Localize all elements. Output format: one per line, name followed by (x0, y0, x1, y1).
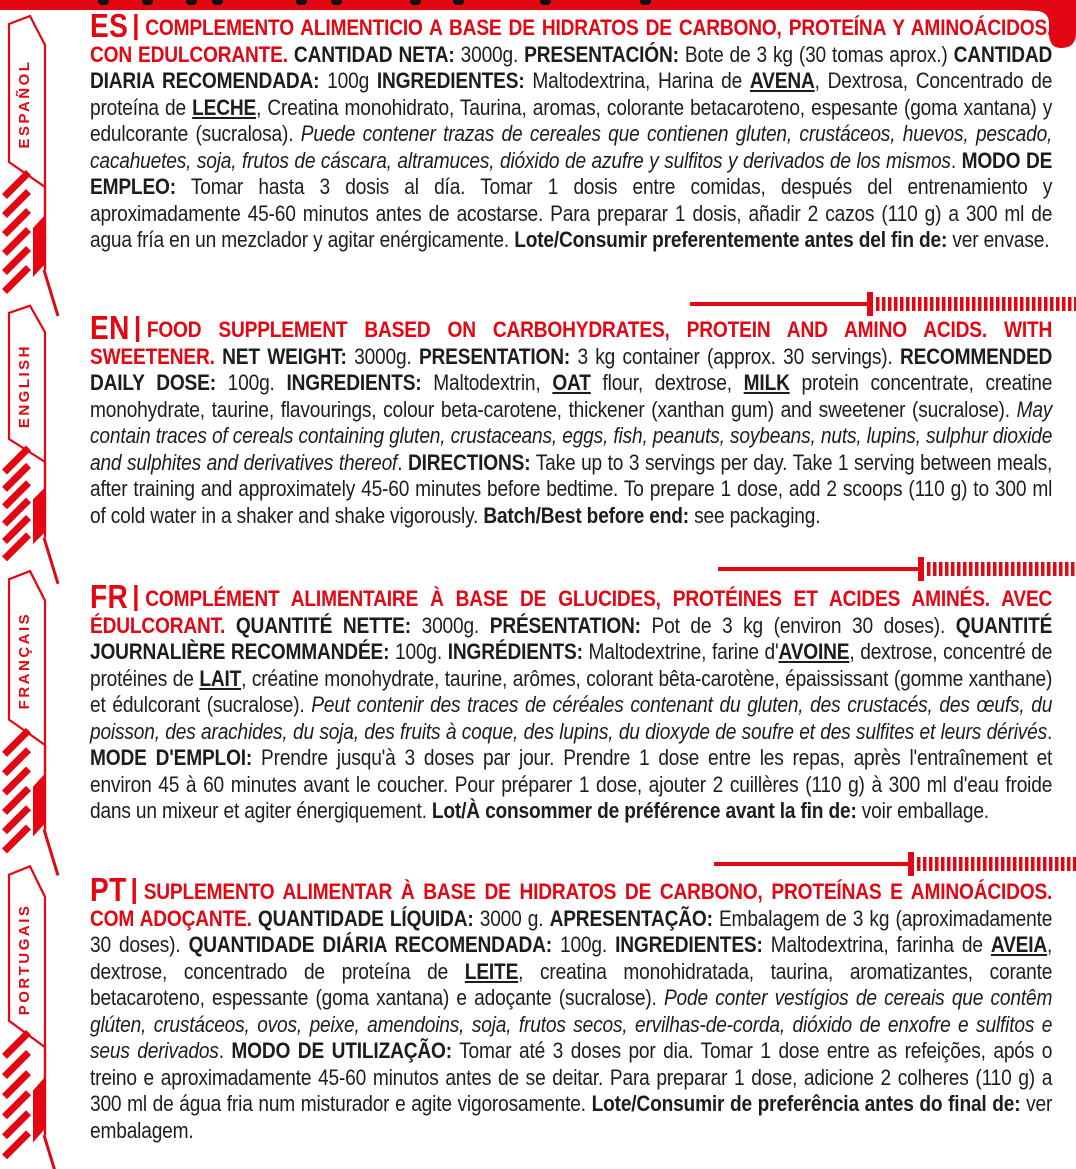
text-run-normal: . (950, 147, 962, 173)
text-run-title: COMPLÉMENT ALIMENTAIRE À BASE DE GLUCIDES, PROTÉINES ET ACIDES AMINÉS. AVEC ÉDULCORANT. (90, 586, 1053, 638)
text-run-label: APRESENTAÇÃO: (549, 905, 713, 931)
text-run-normal: . (218, 1038, 232, 1063)
section-text (90, 7, 1053, 254)
text-run-label: Lote/Consumir de preferência antes do final de: (591, 1091, 1021, 1116)
text-run-normal: ver embalagem. (90, 1091, 1053, 1143)
divider-comb-icon (917, 857, 1076, 871)
code-separator-bar (134, 585, 137, 611)
text-run-label: MODO DE UTILIZAÇÃO: (231, 1038, 452, 1063)
text-run-label: INGREDIENTS: (286, 370, 422, 395)
code-separator-bar (136, 316, 139, 342)
divider-cap (918, 557, 924, 581)
section-text (90, 567, 1052, 825)
text-run-allergen: OAT (552, 370, 591, 395)
text-run-label: NET WEIGHT: (222, 343, 347, 369)
text-run-normal: Maltodextrina, Harina de (524, 68, 750, 93)
text-run-italic: May contain traces of cereals containing gluten, crustaceans, eggs, fish, peanuts, soybeans, nuts, lupins, sulphur dioxide and sulphites and derivatives thereof (90, 396, 1053, 475)
rail-language-label: ESPAÑOL (16, 59, 33, 149)
text-run-label: QUANTITÉ JOURNALIÈRE RECOMMANDÉE: (90, 612, 1053, 664)
divider-line (718, 567, 918, 571)
text-run-normal: . (397, 449, 408, 475)
text-run-italic: Peut contenir des traces de céréales contenant du gluten, des crustacés, des œufs, du poisson, des arachides, du soja, des fruits à coque, des lupins, du dioxyde de soufre et des sulfites et leurs dérivés (90, 692, 1053, 744)
text-run-italic: Pode conter vestígios de cereais que contêm glúten, crustáceos, ovos, peixe, amendoins, soja, frutos secos, ervilhas-de-corda, dióxido de enxofre e sulfitos e seus derivados (90, 985, 1053, 1063)
lang-code-en: EN (90, 309, 130, 346)
divider-line (690, 302, 867, 306)
text-run-normal: 3000g. (346, 343, 419, 369)
text-run-allergen: LECHE (192, 94, 257, 120)
section-pt (0, 862, 1076, 1169)
text-run-label: RECOMMENDED DAILY DOSE: (90, 343, 1053, 395)
text-run-normal: 100g. (551, 932, 616, 957)
divider-comb-icon (876, 297, 1076, 311)
text-run-normal: , dextrose, concentrado de proteína de (90, 932, 1053, 984)
text-run-normal: flour, dextrose, (590, 370, 744, 395)
text-run-normal: Maltodextrine, farine d' (582, 639, 779, 664)
text-run-normal: 100g. (215, 370, 287, 395)
text-run-normal: Embalagem de 3 kg (aproximadamente 30 doses). (90, 905, 1053, 957)
text-run-allergen: MILK (743, 370, 790, 395)
text-run-normal: 3 kg container (approx. 30 servings). (570, 343, 900, 369)
section-divider (0, 555, 1076, 583)
text-run-normal: Maltodextrin, (421, 370, 553, 395)
text-run-label: Batch/Best before end: (483, 502, 689, 528)
text-run-normal: Prendre jusqu'à 3 doses par jour. Prendre 1 dose entre les repas, après l'entraînement et environ 45 à 60 minutes avant le coucher. Pour préparer 1 dose, ajouter 2 cuillères (110 g) à 300 ml d'eau froide dans un mixeur et agiter énergiquement. (90, 745, 1053, 823)
text-run-label: INGREDIENTES: (615, 932, 763, 957)
text-run-normal: , Creatina monohidrato, Taurina, aromas, colorante betacaroteno, espesante (goma xantana) y edulcorante (sucralosa). (90, 94, 1053, 146)
lang-code-fr: FR (90, 578, 129, 615)
section-text (90, 302, 1052, 529)
text-run-label: PRÉSENTATION: (489, 612, 641, 638)
divider-comb-icon (927, 562, 1076, 576)
text-run-normal: Tomar até 3 doses por dia. Tomar 1 dose entre as refeições, após o treino e aproximadamente 45-60 minutos antes de se deitar. Para preparar 1 dose, adicione 2 colheres (110 g) a 300 ml de água fria num misturador e agite vigorosamente. (90, 1038, 1053, 1116)
text-run-label: DIRECTIONS: (407, 449, 531, 475)
text-run-normal: ver envase. (947, 227, 1050, 252)
text-run-title: COMPLEMENTO ALIMENTICIO A BASE DE HIDRATOS DE CARBONO, PROTEÍNA Y AMINOÁCIDOS. CON EDULCORANTE. (90, 15, 1053, 67)
text-run-allergen: AVENA (749, 68, 815, 93)
language-rail-fr (0, 567, 66, 862)
text-run-normal: 100g. (389, 639, 448, 664)
text-run-label: INGRÉDIENTS: (447, 639, 583, 664)
text-run-label: QUANTITÉ NETTE: (235, 612, 411, 638)
rail-language-label: FRANÇAIS (16, 611, 33, 710)
text-run-label: PRESENTACIÓN: (524, 41, 679, 67)
text-run-allergen: AVOINE (778, 639, 850, 664)
text-run-label: PRESENTATION: (418, 343, 571, 369)
text-run-normal: protein concentrate, creatine monohydrate, taurine, flavourings, colour beta-carotene, thickener (xanthan gum) and sweetener (sucralose). (90, 370, 1053, 422)
text-run-normal: Maltodextrina, farinha de (762, 932, 991, 957)
section-es (0, 7, 1076, 302)
divider-cap (908, 852, 914, 876)
text-run-normal: voir emballage. (856, 798, 989, 823)
text-run-normal: Tomar hasta 3 dosis al día. Tomar 1 dosis entre comidas, después del entrenamiento y aproximadamente 45-60 minutos antes de acostarse. Para preparar 1 dosis, añadir 2 cazos (110 g) a 300 ml de agua fría en un mezclador y agitar enérgicamente. (90, 174, 1053, 252)
divider-cap (867, 292, 873, 316)
text-run-normal: Take up to 3 servings per day. Take 1 serving between meals, after training and approximately 45-60 minutes before bedtime. To prepare 1 dose, add 2 scoops (110 g) to 300 ml of cold water in a shaker and shake vigorously. (90, 449, 1053, 528)
text-run-normal: 3000g. (454, 41, 525, 67)
lang-code-es: ES (90, 7, 129, 44)
text-run-title: FOOD SUPPLEMENT BASED ON CARBOHYDRATES, PROTEIN AND AMINO ACIDS. WITH SWEETENER. (90, 317, 1053, 369)
text-run-normal: Bote de 3 kg (30 tomas aprox.) (678, 41, 954, 67)
text-run-normal: 100g (319, 68, 377, 93)
text-run-label: QUANTIDADE LÍQUIDA: (257, 905, 474, 931)
language-rail-es (0, 12, 66, 302)
text-run-normal: 3000 g. (473, 905, 550, 931)
text-run-normal: 3000g. (410, 612, 490, 638)
divider-line (714, 862, 908, 866)
text-run-normal: , créatine monohydrate, taurine, arômes, colorant bêta-carotène, épaississant (gomme xanthane) et édulcorant (sucralose). (90, 665, 1053, 717)
code-separator-bar (133, 878, 136, 904)
text-run-normal: , creatina monohidratada, taurina, aromatizantes, corante betacaroteno, espessante (goma xantana) e adoçante (sucralose). (90, 958, 1053, 1010)
section-divider (0, 850, 1076, 878)
section-divider (0, 290, 1076, 318)
text-run-label: CANTIDAD NETA: (293, 41, 455, 67)
text-run-normal: Pot de 3 kg (environ 30 doses). (640, 612, 956, 638)
text-run-label: MODE D'EMPLOI: (90, 745, 253, 770)
text-run-allergen: LAIT (199, 665, 242, 691)
section-fr (0, 567, 1076, 862)
text-run-allergen: LEITE (464, 958, 519, 984)
language-rail-en (0, 302, 66, 567)
lang-code-pt: PT (90, 871, 127, 908)
text-run-allergen: AVEIA (990, 932, 1048, 957)
language-rail-pt (0, 862, 66, 1169)
text-run-label: QUANTIDADE DIÁRIA RECOMENDADA: (188, 932, 552, 957)
text-run-label: Lote/Consumir preferentemente antes del fin de: (514, 227, 948, 252)
top-trim-bar (0, 0, 1076, 10)
text-run-label: INGREDIENTES: (376, 68, 525, 93)
text-run-label: CANTIDAD DIARIA RECOMENDADA: (90, 41, 1053, 93)
text-run-label: MODO DE EMPLEO: (90, 147, 1053, 199)
text-run-title: SUPLEMENTO ALIMENTAR À BASE DE HIDRATOS DE CARBONO, PROTEÍNAS E AMINOÁCIDOS. COM ADOÇANTE. (90, 879, 1053, 931)
label-sections (0, 7, 1076, 1169)
text-run-normal: , dextrose, concentré de protéines de (90, 639, 1053, 691)
section-text (90, 862, 1052, 1144)
text-run-normal: see packaging. (688, 502, 821, 528)
text-run-italic: Puede contener trazas de cereales que contienen gluten, crustáceos, huevos, pescado, cacahuetes, soja, frutos de cáscara, altramuces, dióxido de azufre y sulfitos y derivados de los mismos (90, 121, 1053, 173)
code-separator-bar (134, 14, 137, 40)
text-run-label: Lot/À consommer de préférence avant la fin de: (431, 798, 857, 823)
rail-language-label: PORTUGAIS (16, 903, 33, 1016)
section-en (0, 302, 1076, 567)
text-run-normal: . (1047, 718, 1053, 744)
rail-language-label: ENGLISH (16, 343, 33, 429)
text-run-normal: , Dextrosa, Concentrado de proteína de (90, 68, 1053, 120)
